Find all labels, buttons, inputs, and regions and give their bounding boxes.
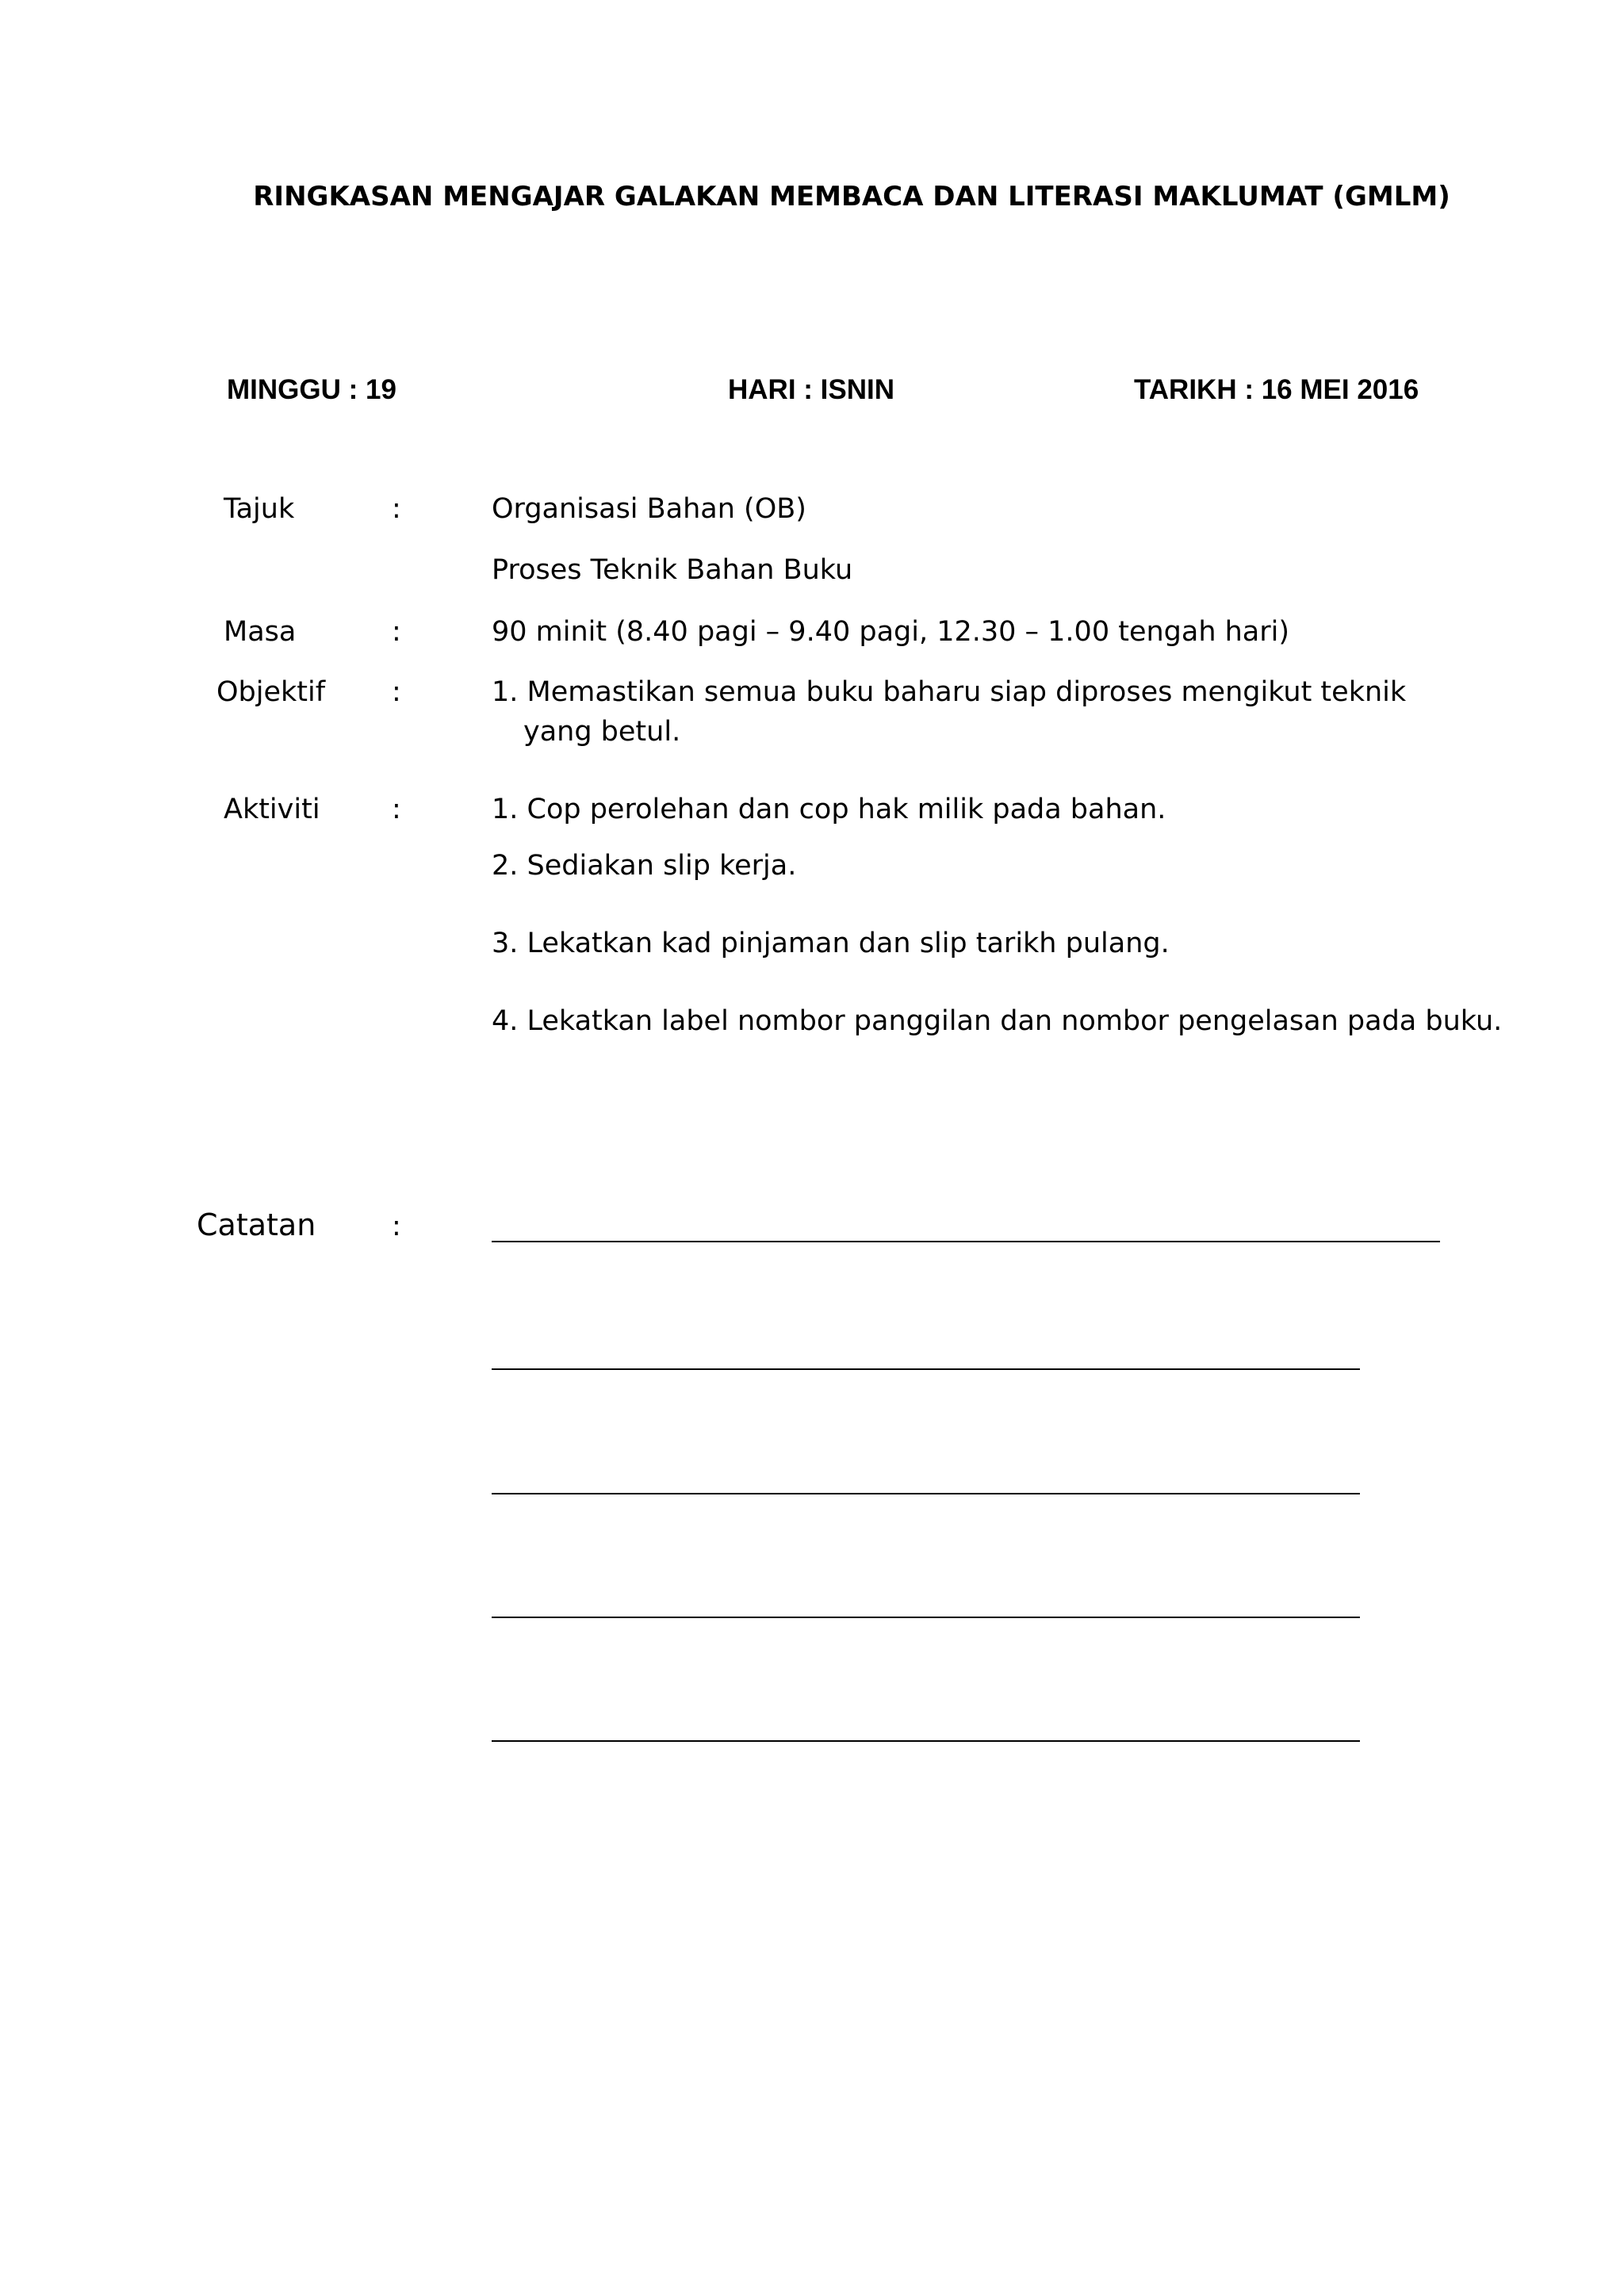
- masa-label: Masa: [224, 616, 297, 648]
- objektif-item: 1. Memastikan semua buku baharu siap diproses mengikut teknik yang betul.: [492, 676, 1407, 748]
- tajuk-value-line2: Proses Teknik Bahan Buku: [492, 554, 853, 586]
- document-title: RINGKASAN MENGAJAR GALAKAN MEMBACA DAN LITERASI MAKLUMAT (GMLM): [253, 181, 1450, 212]
- day-info: HARI : ISNIN: [728, 374, 894, 405]
- objektif-label: Objektif: [216, 676, 326, 708]
- aktiviti-item: 2. Sediakan slip kerja.: [492, 850, 797, 882]
- catatan-label: Catatan: [197, 1207, 316, 1242]
- note-writing-line: [492, 1740, 1360, 1742]
- date-info: TARIKH : 16 MEI 2016: [1134, 374, 1419, 405]
- objektif-colon: :: [392, 676, 401, 708]
- tajuk-label: Tajuk: [224, 493, 295, 525]
- tajuk-value-line1: Organisasi Bahan (OB): [492, 493, 806, 525]
- week-info: MINGGU : 19: [227, 374, 396, 405]
- note-writing-line: [492, 1617, 1360, 1618]
- aktiviti-item: 1. Cop perolehan dan cop hak milik pada bahan.: [492, 794, 1166, 825]
- masa-colon: :: [392, 616, 401, 648]
- aktiviti-item: 4. Lekatkan label nombor panggilan dan nombor pengelasan pada buku.: [492, 1005, 1503, 1037]
- catatan-colon: :: [392, 1211, 401, 1242]
- note-writing-line: [492, 1493, 1360, 1494]
- note-writing-line: [492, 1241, 1440, 1242]
- aktiviti-item: 3. Lekatkan kad pinjaman dan slip tarikh pulang.: [492, 928, 1170, 959]
- tajuk-colon: :: [392, 493, 401, 525]
- aktiviti-label: Aktiviti: [224, 794, 320, 825]
- masa-value: 90 minit (8.40 pagi – 9.40 pagi, 12.30 – 1.00 tengah hari): [492, 616, 1290, 648]
- note-writing-line: [492, 1368, 1360, 1370]
- aktiviti-colon: :: [392, 794, 401, 825]
